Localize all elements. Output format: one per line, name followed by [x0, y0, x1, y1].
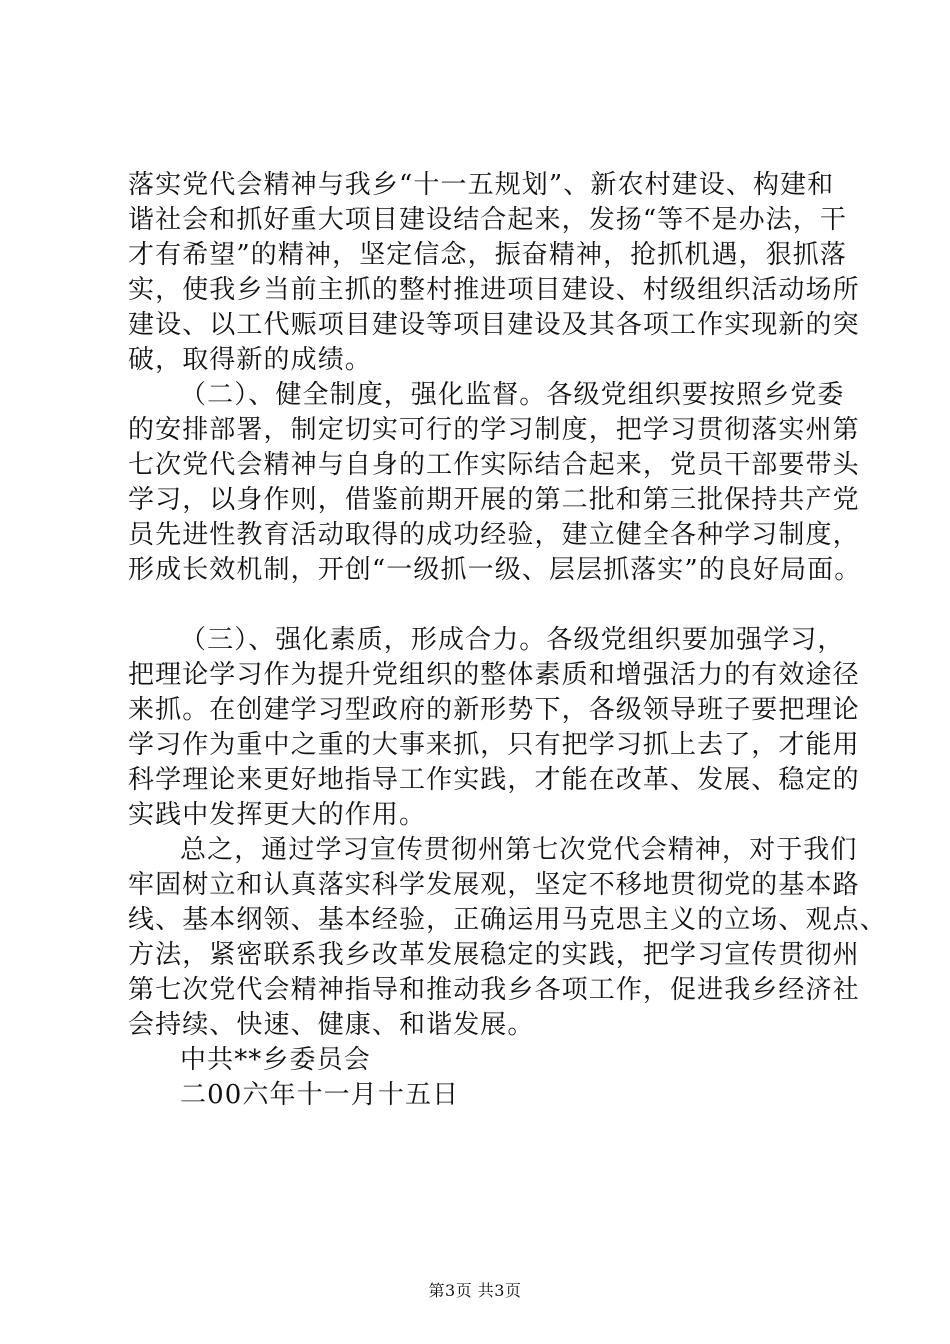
text-line: 建设、以工代赈项目建设等项目建设及其各项工作实现新的突 [128, 310, 860, 340]
document-body [128, 168, 887, 1113]
text-line: 实，使我乡当前主抓的整村推进项目建设、村级组织活动场所 [128, 275, 860, 305]
text-line: 方法，紧密联系我乡改革发展稳定的实践，把学习宣传贯彻州 [128, 940, 860, 970]
conclusion-paragraph-start: 总之，通过学习宣传贯彻州第七次党代会精神，对于我们 [180, 835, 858, 865]
paragraph-three-start: （三）、强化素质，形成合力。各级党组织要加强学习， [180, 625, 845, 655]
text-line: 把理论学习作为提升党组织的整体素质和增强活力的有效途径 [128, 660, 860, 690]
text-line: 的安排部署，制定切实可行的学习制度，把学习贯彻落实州第 [128, 415, 860, 445]
text-line: 实践中发挥更大的作用。 [128, 800, 427, 830]
text-line: 落实党代会精神与我乡“十一五规划”、新农村建设、构建和 [128, 170, 835, 200]
text-line: 学习作为重中之重的大事来抓，只有把学习抓上去了，才能用 [128, 730, 860, 760]
text-line: 员先进性教育活动取得的成功经验，建立健全各种学习制度， [128, 520, 860, 550]
page-number-footer: 第3页 共3页 [428, 1281, 522, 1300]
text-line: 会持续、快速、健康、和谐发展。 [128, 1010, 535, 1040]
text-line: 第七次党代会精神指导和推动我乡各项工作，促进我乡经济社 [128, 975, 860, 1005]
text-line: 才有希望”的精神，坚定信念，振奋精神，抢抓机遇，狠抓落 [128, 240, 847, 270]
text-line: 谐社会和抓好重大项目建设结合起来，发扬“等不是办法，干 [128, 205, 847, 235]
text-line: 七次党代会精神与自身的工作实际结合起来，党员干部要带头 [128, 450, 860, 480]
text-line: 牢固树立和认真落实科学发展观，坚定不移地贯彻党的基本路 [128, 870, 860, 900]
signature-organization: 中共**乡委员会 [180, 1045, 371, 1075]
text-line: 形成长效机制，开创“一级抓一级、层层抓落实”的良好局面。 [128, 555, 862, 585]
text-line: 破，取得新的成绩。 [128, 345, 372, 375]
text-line: 线、基本纲领、基本经验，正确运用马克思主义的立场、观点、 [128, 905, 887, 935]
paragraph-two-start: （二）、健全制度，强化监督。各级党组织要按照乡党委 [180, 380, 845, 410]
text-line: 来抓。在创建学习型政府的新形势下，各级领导班子要把理论 [128, 695, 860, 725]
signature-date: 二00六年十一月十五日 [180, 1080, 460, 1110]
paragraph-gap [128, 588, 838, 623]
text-line: 科学理论来更好地指导工作实践，才能在改革、发展、稳定的 [128, 765, 860, 795]
text-line: 学习，以身作则，借鉴前期开展的第二批和第三批保持共产党 [128, 485, 860, 515]
